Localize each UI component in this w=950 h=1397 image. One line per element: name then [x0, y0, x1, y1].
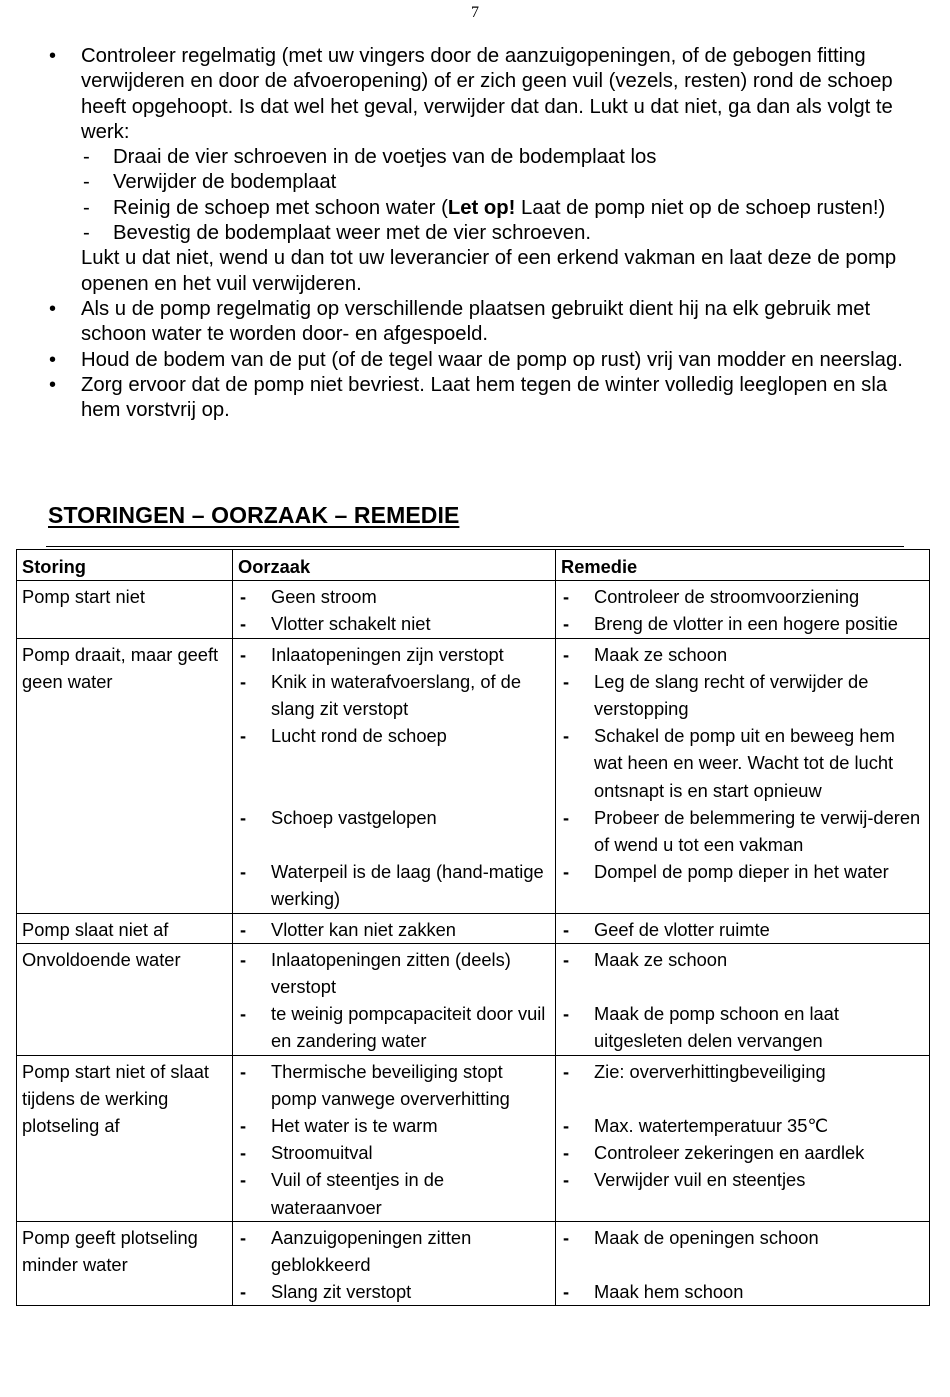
page-number: 7: [471, 4, 479, 21]
troubleshooting-table: [16, 549, 930, 1306]
maintenance-followup: Lukt u dat niet, wend u dan tot uw leverancier of een erkend vakman en laat deze de pomp openen en het vuil verwijderen.: [81, 247, 897, 295]
storing-cell: Pomp geeft plotseling minder water: [17, 1221, 233, 1306]
oorzaak-cell: [233, 913, 556, 943]
table-row: [17, 638, 930, 913]
cause-item: - Slang zit verstopt: [238, 1278, 550, 1305]
cleaning-step-text: Verwijder de bodemplaat: [113, 171, 337, 194]
remedy-item: - Probeer de belemmering te verwij-deren of wend u tot een vakman: [561, 804, 924, 858]
cleaning-step-text: Bevestig de bodemplaat weer met de vier schroeven.: [113, 222, 591, 245]
cleaning-step-text: Draai de vier schroeven in de voetjes van de bodemplaat los: [113, 146, 657, 169]
remedy-item: - Maak ze schoon: [561, 946, 924, 973]
remedy-item: - Dompel de pomp dieper in het water: [561, 858, 924, 885]
maintenance-item-text: Zorg ervoor dat de pomp niet bevriest. Laat hem tegen de winter volledig leeglopen en sla hem vorstvrij op.: [81, 373, 888, 422]
cause-item: - Vlotter kan niet zakken: [238, 916, 550, 943]
remedy-item: - Verwijder vuil en steentjes: [561, 1166, 924, 1193]
maintenance-item: [46, 44, 926, 297]
column-header-storing: Storing: [17, 550, 233, 581]
cause-item: - Geen stroom: [238, 583, 550, 610]
cause-item: - Knik in waterafvoerslang, of de slang zit verstopt: [238, 668, 550, 722]
table-header-row: [17, 550, 930, 581]
maintenance-item: [46, 373, 926, 424]
remedy-item: - Maak ze schoon: [561, 641, 924, 668]
remedy-item: - Controleer de stroomvoorziening: [561, 583, 924, 610]
cause-item: - Waterpeil is de laag (hand-matige werking): [238, 858, 550, 912]
storing-cell: Pomp start niet of slaat tijdens de werking plotseling af: [17, 1055, 233, 1221]
storing-cell: Pomp draait, maar geeft geen water: [17, 638, 233, 913]
cause-item: - Vuil of steentjes in de wateraanvoer: [238, 1166, 550, 1220]
remedy-item: - Schakel de pomp uit en beweeg hem wat heen en weer. Wacht tot de lucht ontsnapt is en start opnieuw: [561, 722, 924, 804]
cleaning-step-text: Reinig de schoep met schoon water (: [113, 196, 448, 219]
remedy-item: - Geef de vlotter ruimte: [561, 916, 924, 943]
remedy-item: - Controleer zekeringen en aardlek: [561, 1139, 924, 1166]
warning-emphasis: Let op!: [447, 196, 516, 219]
oorzaak-cell: [233, 1221, 556, 1306]
remedie-cell: [556, 581, 930, 638]
oorzaak-cell: [233, 638, 556, 913]
cleaning-step: [81, 196, 926, 221]
title-divider: [46, 546, 904, 547]
storing-cell: Pomp slaat niet af: [17, 913, 233, 943]
cleaning-step-text: Laat de pomp niet op de schoep rusten!): [515, 196, 886, 219]
remedie-cell: [556, 638, 930, 913]
storing-cell: Pomp start niet: [17, 581, 233, 638]
maintenance-item-text: Controleer regelmatig (met uw vingers door de aanzuigopeningen, of de gebogen fitting verwijderen en door de afvoeropening) of er zich geen vuil (vezels, resten) rond de schoep heeft opgehoopt. Is dat wel het geval, verwijder dat dan. Lukt u dat niet, ga dan als volgt te werk:: [81, 45, 893, 143]
table-row: [17, 943, 930, 1055]
cause-item: - Vlotter schakelt niet: [238, 610, 550, 637]
table-row: [17, 1221, 930, 1306]
section-title: STORINGEN – OORZAAK – REMEDIE: [48, 502, 460, 528]
cleaning-steps: [81, 145, 926, 246]
cause-item: - Thermische beveiliging stopt pomp vanwege oververhitting: [238, 1058, 550, 1112]
column-header-oorzaak: Oorzaak: [233, 550, 556, 581]
storing-cell: Onvoldoende water: [17, 943, 233, 1055]
cause-item: - Lucht rond de schoep: [238, 722, 550, 749]
maintenance-item: [46, 297, 926, 348]
remedie-cell: [556, 943, 930, 1055]
oorzaak-cell: [233, 581, 556, 638]
remedie-cell: [556, 1055, 930, 1221]
maintenance-item: [46, 348, 926, 373]
remedie-cell: [556, 1221, 930, 1306]
cause-item: - Inlaatopeningen zijn verstopt: [238, 641, 550, 668]
cleaning-step: [81, 145, 926, 170]
cause-item: - Inlaatopeningen zitten (deels) verstopt: [238, 946, 550, 1000]
cleaning-step: [81, 170, 926, 195]
remedy-item: - Leg de slang recht of verwijder de verstopping: [561, 668, 924, 722]
maintenance-item-text: Als u de pomp regelmatig op verschillende plaatsen gebruikt dient hij na elk gebruik met schoon water te worden door- en afgespoeld.: [81, 297, 871, 346]
cause-item: - Aanzuigopeningen zitten geblokkeerd: [238, 1224, 550, 1278]
remedy-item: - Breng de vlotter in een hogere positie: [561, 610, 924, 637]
table-row: [17, 581, 930, 638]
oorzaak-cell: [233, 943, 556, 1055]
cause-item: - Stroomuitval: [238, 1139, 550, 1166]
remedy-item: - Maak de openingen schoon: [561, 1224, 924, 1251]
table-row: [17, 1055, 930, 1221]
cleaning-step: [81, 221, 926, 246]
cause-item: - te weinig pompcapaciteit door vuil en zandering water: [238, 1000, 550, 1054]
cause-item: - Het water is te warm: [238, 1112, 550, 1139]
oorzaak-cell: [233, 1055, 556, 1221]
maintenance-list: [46, 44, 926, 423]
remedy-item: - Maak hem schoon: [561, 1278, 924, 1305]
cause-item: - Schoep vastgelopen: [238, 804, 550, 831]
table-row: [17, 913, 930, 943]
remedie-cell: [556, 913, 930, 943]
remedy-item: - Max. watertemperatuur 35℃: [561, 1112, 924, 1139]
maintenance-item-text: Houd de bodem van de put (of de tegel waar de pomp op rust) vrij van modder en neerslag.: [81, 348, 903, 371]
remedy-item: - Maak de pomp schoon en laat uitgesleten delen vervangen: [561, 1000, 924, 1054]
column-header-remedie: Remedie: [556, 550, 930, 581]
remedy-item: - Zie: oververhittingbeveiliging: [561, 1058, 924, 1085]
